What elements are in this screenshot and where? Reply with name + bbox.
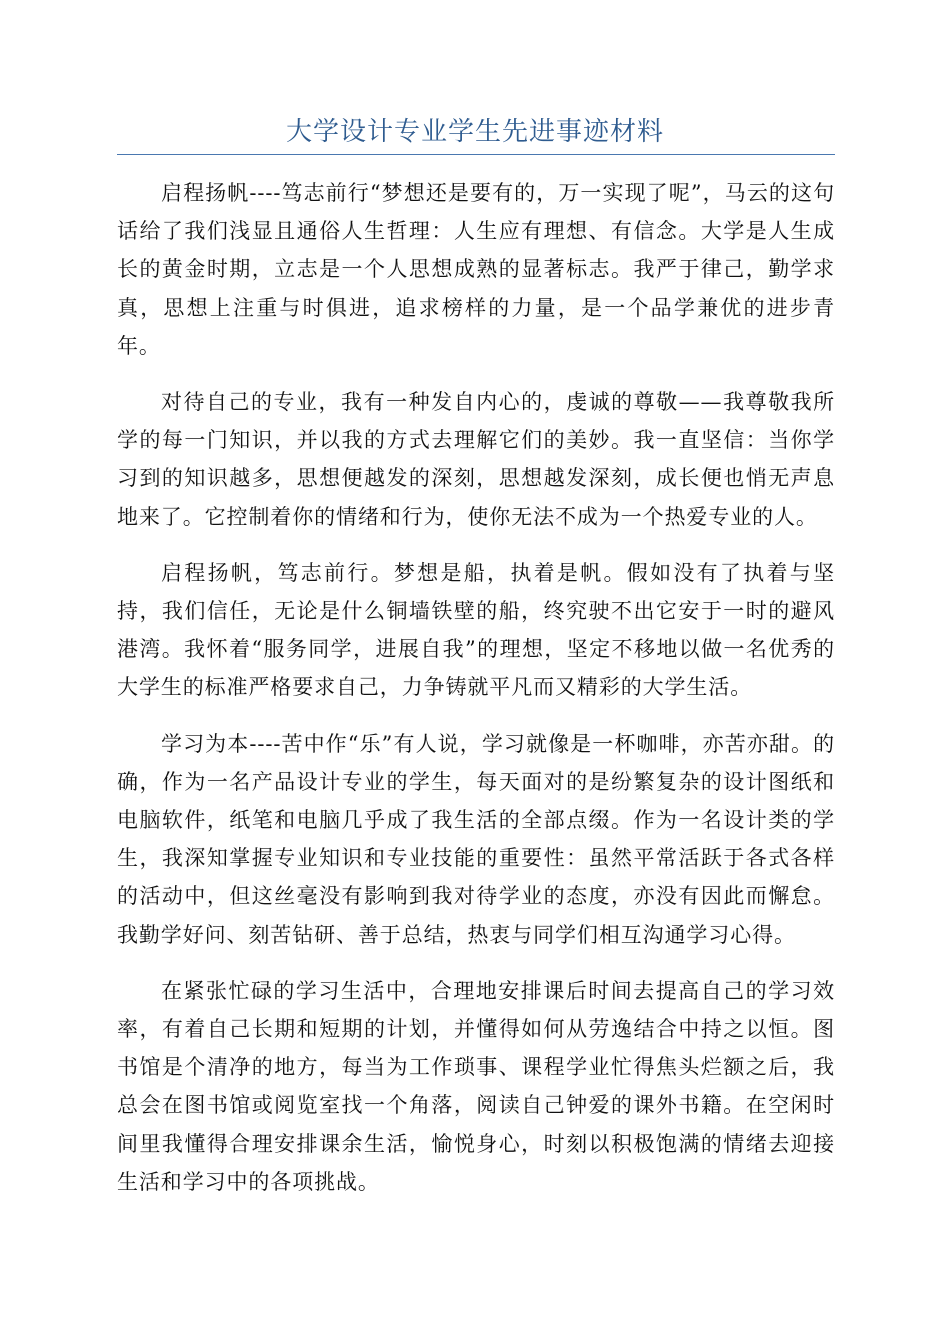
- paragraph: 启程扬帆----笃志前行“梦想还是要有的，万一实现了呢”，马云的这句话给了我们浅显且通俗人生哲理：人生应有理想、有信念。大学是人生成长的黄金时期，立志是一个人思想成熟的显著标志。我严于律己，勤学求真，思想上注重与时俱进，追求榜样的力量，是一个品学兼优的进步青年。: [117, 181, 835, 358]
- paragraph: 启程扬帆，笃志前行。梦想是船，执着是帆。假如没有了执着与坚持，我们信任，无论是什么铜墙铁壁的船，终究驶不出它安于一时的避风港湾。我怀着“服务同学，进展自我”的理想，坚定不移地以做一名优秀的大学生的标准严格要求自己，力争铸就平凡而又精彩的大学生活。: [117, 560, 835, 700]
- title-underline: [117, 154, 835, 155]
- document-title: 大学设计专业学生先进事迹材料: [285, 117, 664, 147]
- document-body: [117, 174, 835, 1219]
- paragraph: 学习为本----苦中作“乐”有人说，学习就像是一杯咖啡，亦苦亦甜。的确，作为一名产品设计专业的学生，每天面对的是纷繁复杂的设计图纸和电脑软件，纸笔和电脑几乎成了我生活的全部点缀。作为一名设计类的学生，我深知掌握专业知识和专业技能的重要性：虽然平常活跃于各式各样的活动中，但这丝毫没有影响到我对待学业的态度，亦没有因此而懈怠。我勤学好问、刻苦钻研、善于总结，热衷与同学们相互沟通学习心得。: [117, 731, 835, 947]
- paragraph: 在紧张忙碌的学习生活中，合理地安排课后时间去提高自己的学习效率，有着自己长期和短期的计划，并懂得如何从劳逸结合中持之以恒。图书馆是个清净的地方，每当为工作琐事、课程学业忙得焦头烂额之后，我总会在图书馆或阅览室找一个角落，阅读自己钟爱的课外书籍。在空闲时间里我懂得合理安排课余生活，愉悦身心，时刻以积极饱满的情绪去迎接生活和学习中的各项挑战。: [117, 978, 835, 1194]
- paragraph: 对待自己的专业，我有一种发自内心的，虔诚的尊敬——我尊敬我所学的每一门知识，并以我的方式去理解它们的美妙。我一直坚信：当你学习到的知识越多，思想便越发的深刻，思想越发深刻，成长便也悄无声息地来了。它控制着你的情绪和行为，使你无法不成为一个热爱专业的人。: [117, 390, 835, 529]
